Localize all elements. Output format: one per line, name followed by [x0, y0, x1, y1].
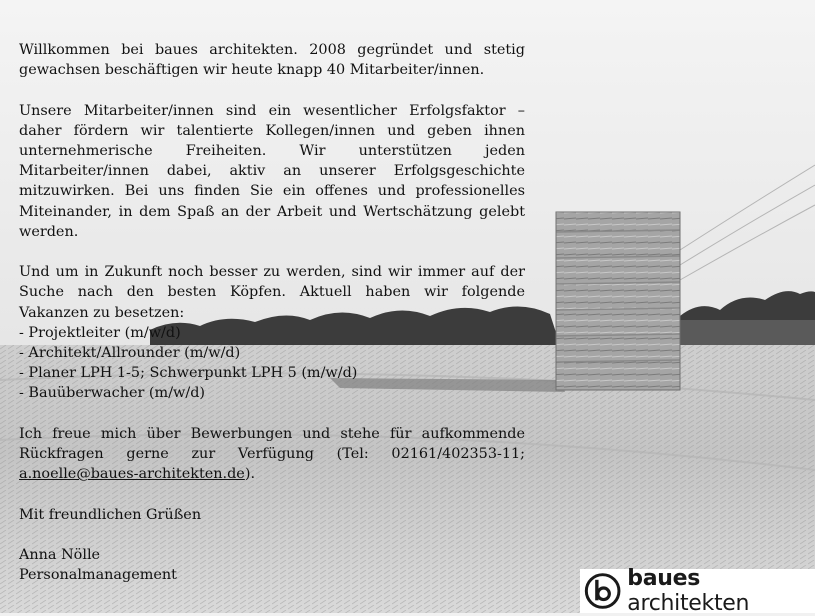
- contact-paragraph: [19, 424, 525, 485]
- vacancy-item: - Bauüberwacher (m/w/d): [19, 385, 206, 402]
- values-paragraph: Unsere Mitarbeiter/innen sind ein wesentlicher Erfolgsfaktor – daher fördern wir talentierte Kollegen/innen und geben ihnen unternehmerische Freiheiten. Wir unterstützen jeden Mitarbeiter/innen dabei, aktiv an unserer Erfolgsgeschichte mitzuwirken. Bei uns finden Sie ein offenes und professionelles Miteinander, in dem Spaß an der Arbeit und Wertschätzung gelebt werden.: [19, 102, 525, 240]
- vacancy-item: - Planer LPH 1-5; Schwerpunkt LPH 5 (m/w/d): [19, 365, 358, 382]
- signature-name: Anna Nölle: [19, 547, 101, 563]
- job-letter: [19, 40, 525, 585]
- vacancies-paragraph: [19, 262, 525, 403]
- vacancies-intro: Und um in Zukunft noch besser zu werden, sind wir immer auf der Suche nach den besten Köpfen. Aktuell haben wir folgende Vakanzen zu besetzen:: [19, 264, 525, 321]
- greeting: Mit freundlichen Grüßen: [19, 506, 202, 523]
- company-logo[interactable]: [580, 566, 815, 616]
- signature-role: Personalmanagement: [19, 567, 177, 584]
- logo-wordmark: [627, 566, 815, 616]
- contact-text: Ich freue mich über Bewerbungen und stehe für aufkommende Rückfragen gerne zur Verfügung (Tel: 02161/402353-11;: [19, 425, 525, 463]
- contact-close: ).: [244, 466, 256, 483]
- email-link[interactable]: a.noelle@baues-architekten.de: [19, 466, 245, 483]
- signature: [19, 545, 525, 585]
- b-circle-logo-icon: [584, 571, 621, 611]
- vacancy-item: - Architekt/Allrounder (m/w/d): [19, 345, 241, 362]
- logo-name-bold: baues: [627, 566, 701, 591]
- vacancy-item: - Projektleiter (m/w/d): [19, 324, 181, 341]
- hay-bale-stack: [556, 212, 680, 390]
- intro-paragraph: Willkommen bei baues architekten. 2008 gegründet und stetig gewachsen beschäftigen wir heute knapp 40 Mitarbeiter/innen.: [19, 42, 525, 79]
- logo-name-rest: architekten: [627, 591, 750, 616]
